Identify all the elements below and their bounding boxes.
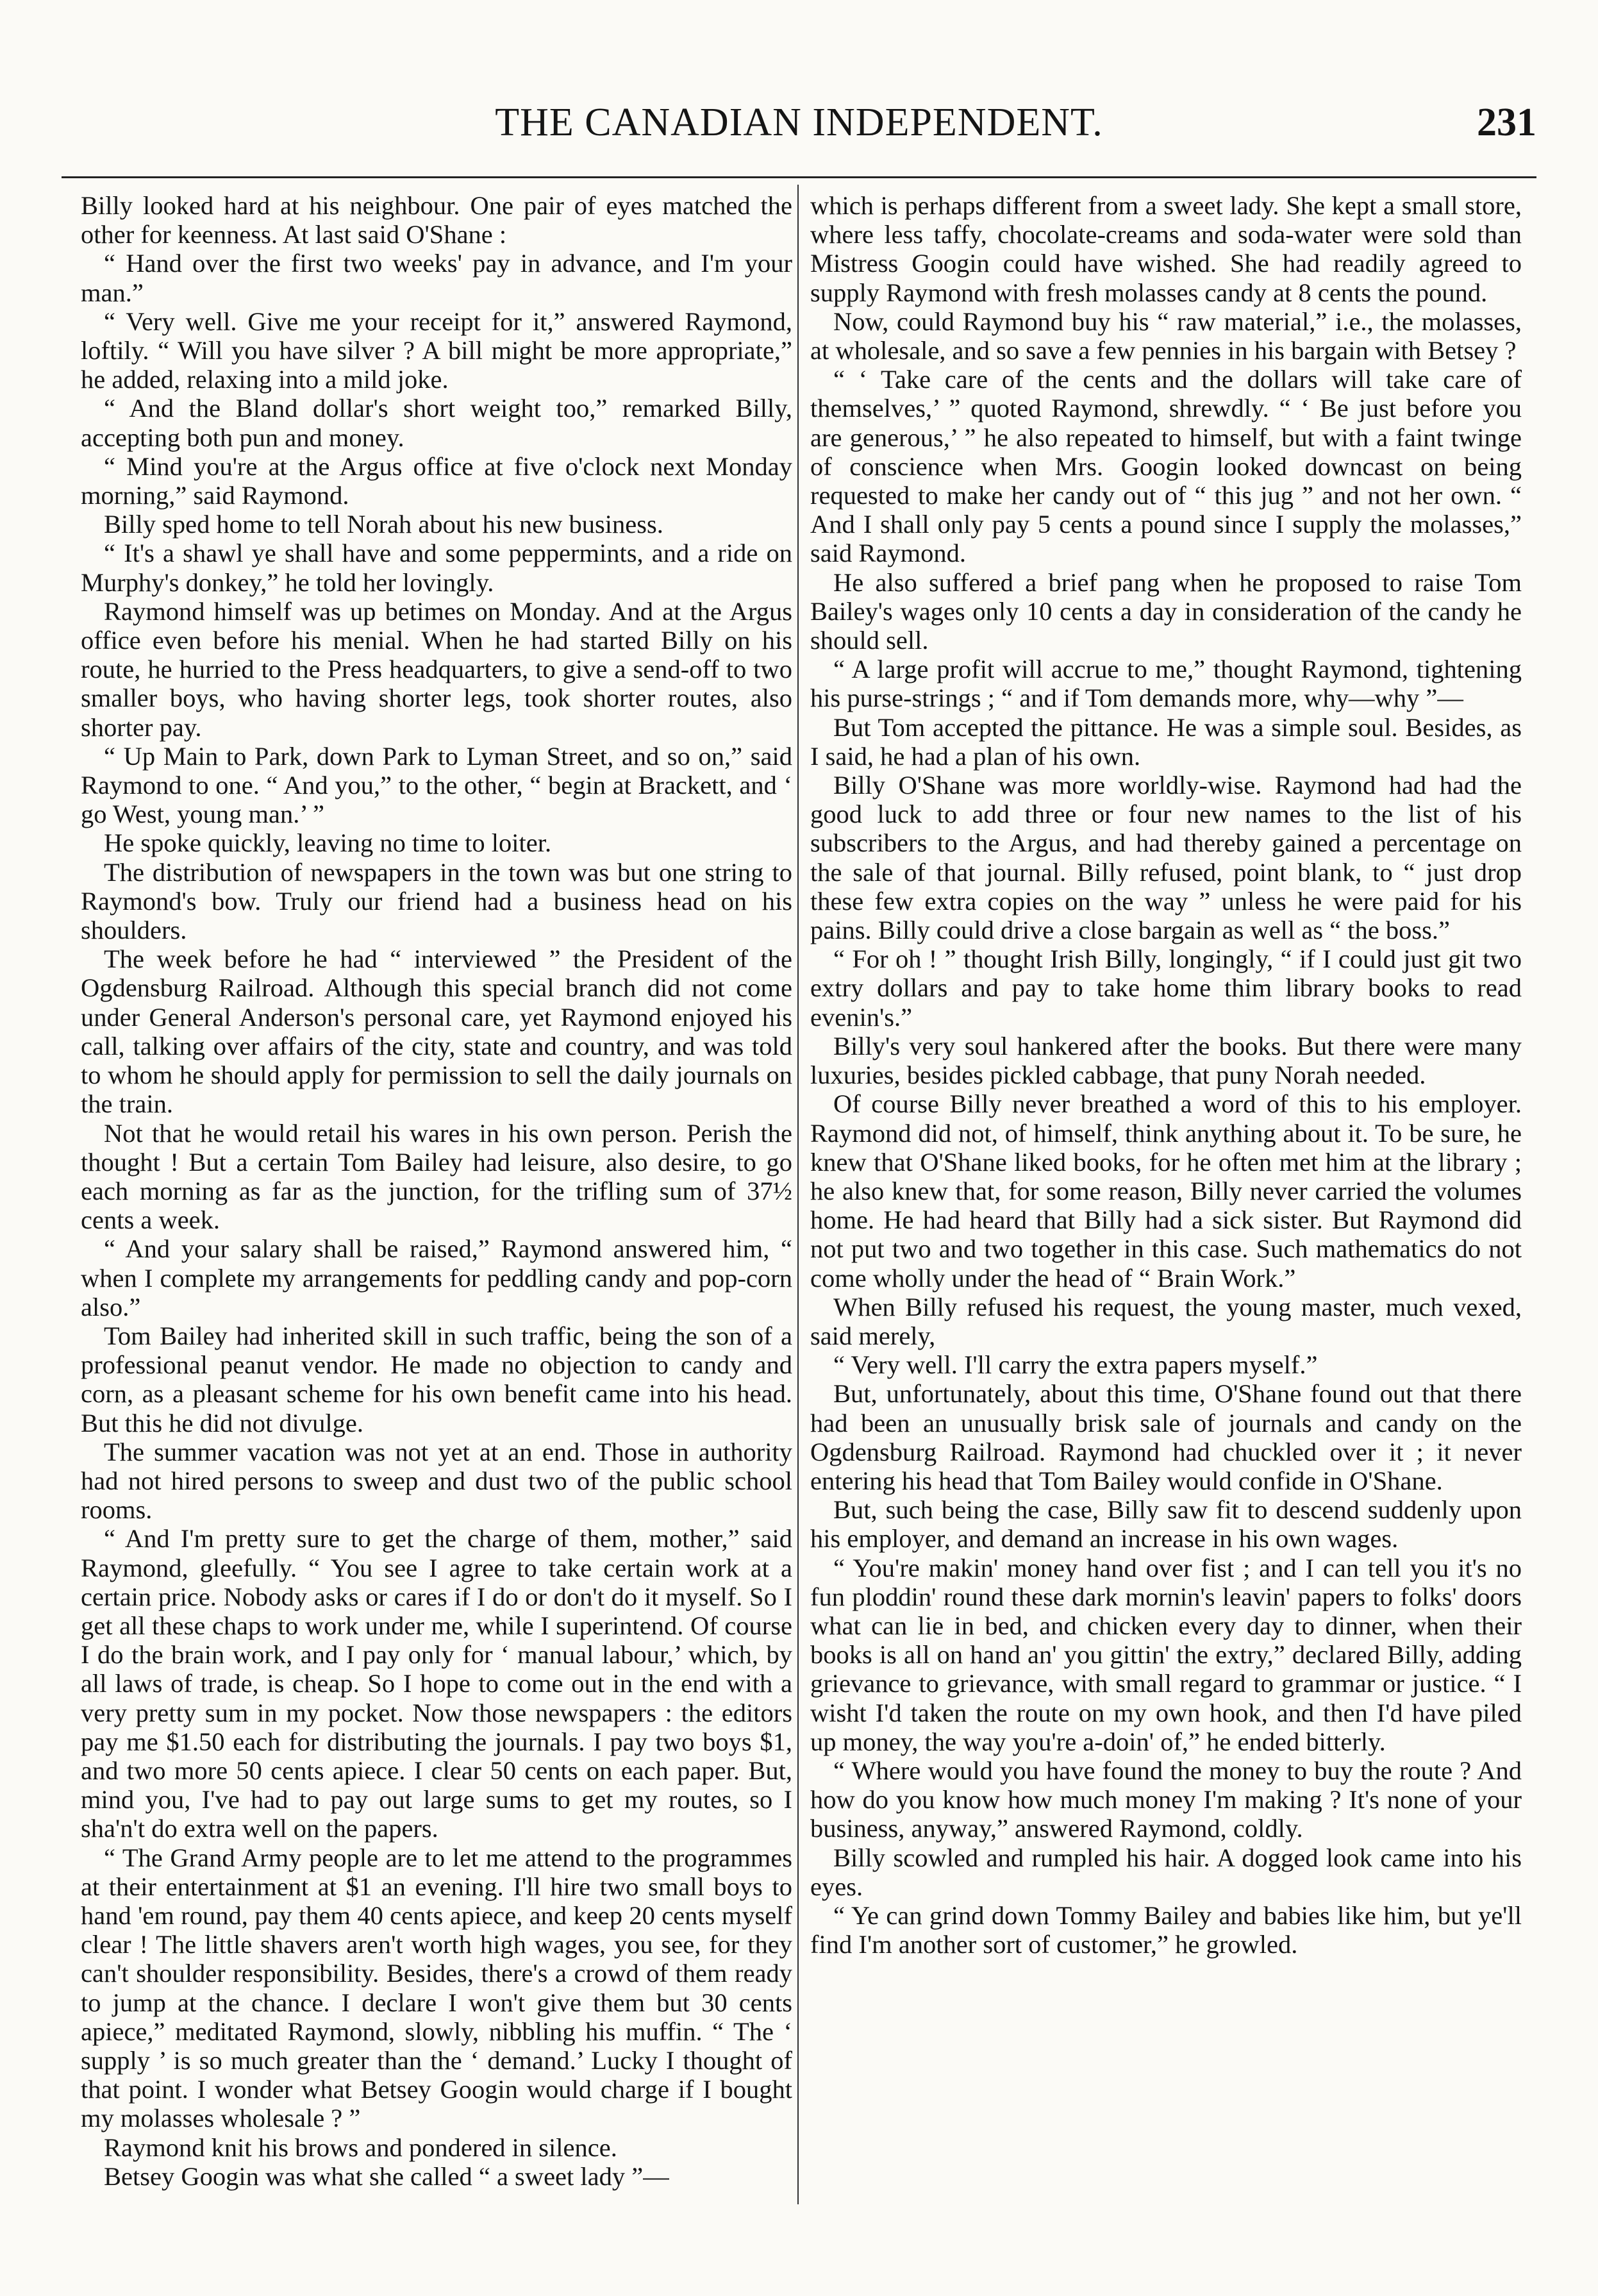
paragraph: “ A large profit will accrue to me,” thought Raymond, tightening his purse-strings ; “ and if Tom demands more, why—why ”—: [810, 655, 1522, 713]
paragraph: Billy's very soul hankered after the books. But there were many luxuries, besides pickled cabbage, that puny Norah needed.: [810, 1031, 1522, 1090]
column-divider: [797, 185, 799, 2204]
paragraph: “ For oh ! ” thought Irish Billy, longingly, “ if I could just git two extry dollars and pay to take home thim library books to read evenin's.”: [810, 944, 1522, 1032]
paragraph: “ Up Main to Park, down Park to Lyman Street, and so on,” said Raymond to one. “ And you,” to the other, “ begin at Brackett, and ‘ go West, young man.’ ”: [81, 741, 792, 829]
paragraph: Billy looked hard at his neighbour. One pair of eyes matched the other for keenness. At last said O'Shane :: [81, 191, 792, 249]
paragraph: Billy O'Shane was more worldly-wise. Raymond had had the good luck to add three or four new names to the list of his subscribers to the Argus, and had thereby gained a percentage on the sale of that journal. Billy refused, point blank, to “ just drop these few extra copies on the way ” unless he were paid for his pains. Billy could drive a close bargain as well as “ the boss.”: [810, 771, 1522, 945]
header-rule: [62, 176, 1536, 178]
paragraph: Billy scowled and rumpled his hair. A dogged look came into his eyes.: [810, 1843, 1522, 1901]
page-number: 231: [1477, 101, 1536, 144]
paragraph: Of course Billy never breathed a word of this to his employer. Raymond did not, of himself, think anything about it. To be sure, he knew that O'Shane liked books, for he often met him at the library ; he also knew that, for some reason, Billy never carried the volumes home. He had heard that Billy had a sick sister. But Raymond did not put two and two together in this case. Such mathematics do not come wholly under the head of “ Brain Work.”: [810, 1089, 1522, 1293]
paragraph: “ And your salary shall be raised,” Raymond answered him, “ when I complete my arrangements for peddling candy and pop-corn also.”: [81, 1234, 792, 1321]
paragraph: “ Mind you're at the Argus office at five o'clock next Monday morning,” said Raymond.: [81, 451, 792, 510]
paragraph: Betsey Googin was what she called “ a sweet lady ”—: [104, 2161, 669, 2191]
paragraph: “ Very well. I'll carry the extra papers myself.”: [833, 1350, 1318, 1380]
paragraph: “ It's a shawl ye shall have and some peppermints, and a ride on Murphy's donkey,” he told her lovingly.: [81, 539, 792, 597]
paragraph: He spoke quickly, leaving no time to loiter.: [104, 828, 552, 858]
page-header: [62, 103, 1536, 164]
paragraph: But, such being the case, Billy saw fit to descend suddenly upon his employer, and demand an increase in his own wages.: [810, 1495, 1522, 1554]
paragraph: “ Hand over the first two weeks' pay in advance, and I'm your man.”: [81, 249, 792, 307]
paragraph: Now, could Raymond buy his “ raw material,” i.e., the molasses, at wholesale, and so save a few pennies in his bargain with Betsey ?: [810, 306, 1522, 365]
paragraph: But Tom accepted the pittance. He was a simple soul. Besides, as I said, he had a plan of his own.: [810, 712, 1522, 771]
paragraph: The distribution of newspapers in the town was but one string to Raymond's bow. Truly our friend had a business head on his shoulders.: [81, 857, 792, 945]
paragraph: “ You're makin' money hand over fist ; and I can tell you it's no fun ploddin' round these dark mornin's leavin' papers to folks' doors what can lie in bed, and chicken every day to dinner, when their books is all on hand an' you gittin' the extry,” declared Billy, adding grievance to grievance, with small regard to grammar or justice. “ I wisht I'd taken the route on my own hook, and then I'd have piled up money, the way you're a-doin' of,” he ended bitterly.: [810, 1553, 1522, 1756]
paragraph: Raymond himself was up betimes on Monday. And at the Argus office even before his menial. When he had started Billy on his route, he hurried to the Press headquarters, to give a send-off to two smaller boys, who having shorter legs, took shorter routes, also shorter pay.: [81, 596, 792, 742]
paragraph: He also suffered a brief pang when he proposed to raise Tom Bailey's wages only 10 cents a day in consideration of the candy he should sell.: [810, 567, 1522, 655]
publication-title: THE CANADIAN INDEPENDENT.: [495, 101, 1103, 144]
left-column: [81, 191, 792, 2268]
paragraph: But, unfortunately, about this time, O'Shane found out that there had been an unusually brisk sale of journals and candy on the Ogdensburg Railroad. Raymond had chuckled over it ; it never entering his head that Tom Bailey would confide in O'Shane.: [810, 1379, 1522, 1495]
paragraph: The summer vacation was not yet at an end. Those in authority had not hired persons to sweep and dust two of the public school rooms.: [81, 1437, 792, 1525]
paragraph: Tom Bailey had inherited skill in such traffic, being the son of a professional peanut vendor. He made no objection to candy and corn, as a pleasant scheme for his own benefit came into his head. But this he did not divulge.: [81, 1321, 792, 1437]
right-column: [810, 191, 1522, 2268]
paragraph: Raymond knit his brows and pondered in silence.: [104, 2133, 617, 2162]
paragraph: “ ‘ Take care of the cents and the dollars will take care of themselves,’ ” quoted Raymond, shrewdly. “ ‘ Be just before you are generous,’ ” he also repeated to himself, but with a faint twinge of conscience when Mrs. Googin looked downcast on being requested to make her candy out of “ this jug ” and not her own. “ And I shall only pay 5 cents a pound since I supply the molasses,” said Raymond.: [810, 365, 1522, 568]
paragraph: “ Where would you have found the money to buy the route ? And how do you know how much money I'm making ? It's none of your business, anyway,” answered Raymond, coldly.: [810, 1756, 1522, 1843]
paragraph: Not that he would retail his wares in his own person. Perish the thought ! But a certain Tom Bailey had leisure, also desire, to go each morning as far as the junction, for the trifling sum of 37½ cents a week.: [81, 1118, 792, 1235]
paragraph: which is perhaps different from a sweet lady. She kept a small store, where less taffy, chocolate-creams and soda-water were sold than Mistress Googin could have wished. She had readily agreed to supply Raymond with fresh molasses candy at 8 cents the pound.: [810, 191, 1522, 307]
paragraph: “ Very well. Give me your receipt for it,” answered Raymond, loftily. “ Will you have silver ? A bill might be more appropriate,” he added, relaxing into a mild joke.: [81, 306, 792, 394]
paragraph: “ And I'm pretty sure to get the charge of them, mother,” said Raymond, gleefully. “ You see I agree to take certain work at a certain price. Nobody asks or cares if I do or don't do it myself. So I get all these chaps to work under me, while I superintend. Of course I do the brain work, and I pay only for ‘ manual labour,’ which, by all laws of trade, is cheap. So I hope to come out in the end with a very pretty sum in my pocket. Now those newspapers : the editors pay me $1.50 each for distributing the journals. I pay two boys $1, and two more 50 cents apiece. I clear 50 cents on each paper. But, mind you, I've had to pay out large sums to get my routes, so I sha'n't do extra well on the papers.: [81, 1524, 792, 1843]
paragraph: “ Ye can grind down Tommy Bailey and babies like him, but ye'll find I'm another sort of customer,” he growled.: [810, 1900, 1522, 1959]
paragraph: “ The Grand Army people are to let me attend to the programmes at their entertainment at $1 an evening. I'll hire two small boys to hand 'em round, pay them 40 cents apiece, and keep 20 cents myself clear ! The little shavers aren't worth high wages, you see, for they can't shoulder responsibility. Besides, there's a crowd of them ready to jump at the chance. I declare I won't give them but 30 cents apiece,” meditated Raymond, slowly, nibbling his muffin. “ The ‘ supply ’ is so much greater than the ‘ demand.’ Lucky I thought of that point. I wonder what Betsey Googin would charge if I bought my molasses wholesale ? ”: [81, 1843, 792, 2133]
paragraph: When Billy refused his request, the young master, much vexed, said merely,: [810, 1292, 1522, 1350]
paragraph: Billy sped home to tell Norah about his new business.: [104, 510, 663, 539]
paragraph: “ And the Bland dollar's short weight too,” remarked Billy, accepting both pun and money.: [81, 394, 792, 452]
paragraph: The week before he had “ interviewed ” the President of the Ogdensburg Railroad. Although this special branch did not come under General Anderson's personal care, yet Raymond enjoyed his call, talking over affairs of the city, state and country, and was told to whom he should apply for permission to sell the daily journals on the train.: [81, 944, 792, 1119]
